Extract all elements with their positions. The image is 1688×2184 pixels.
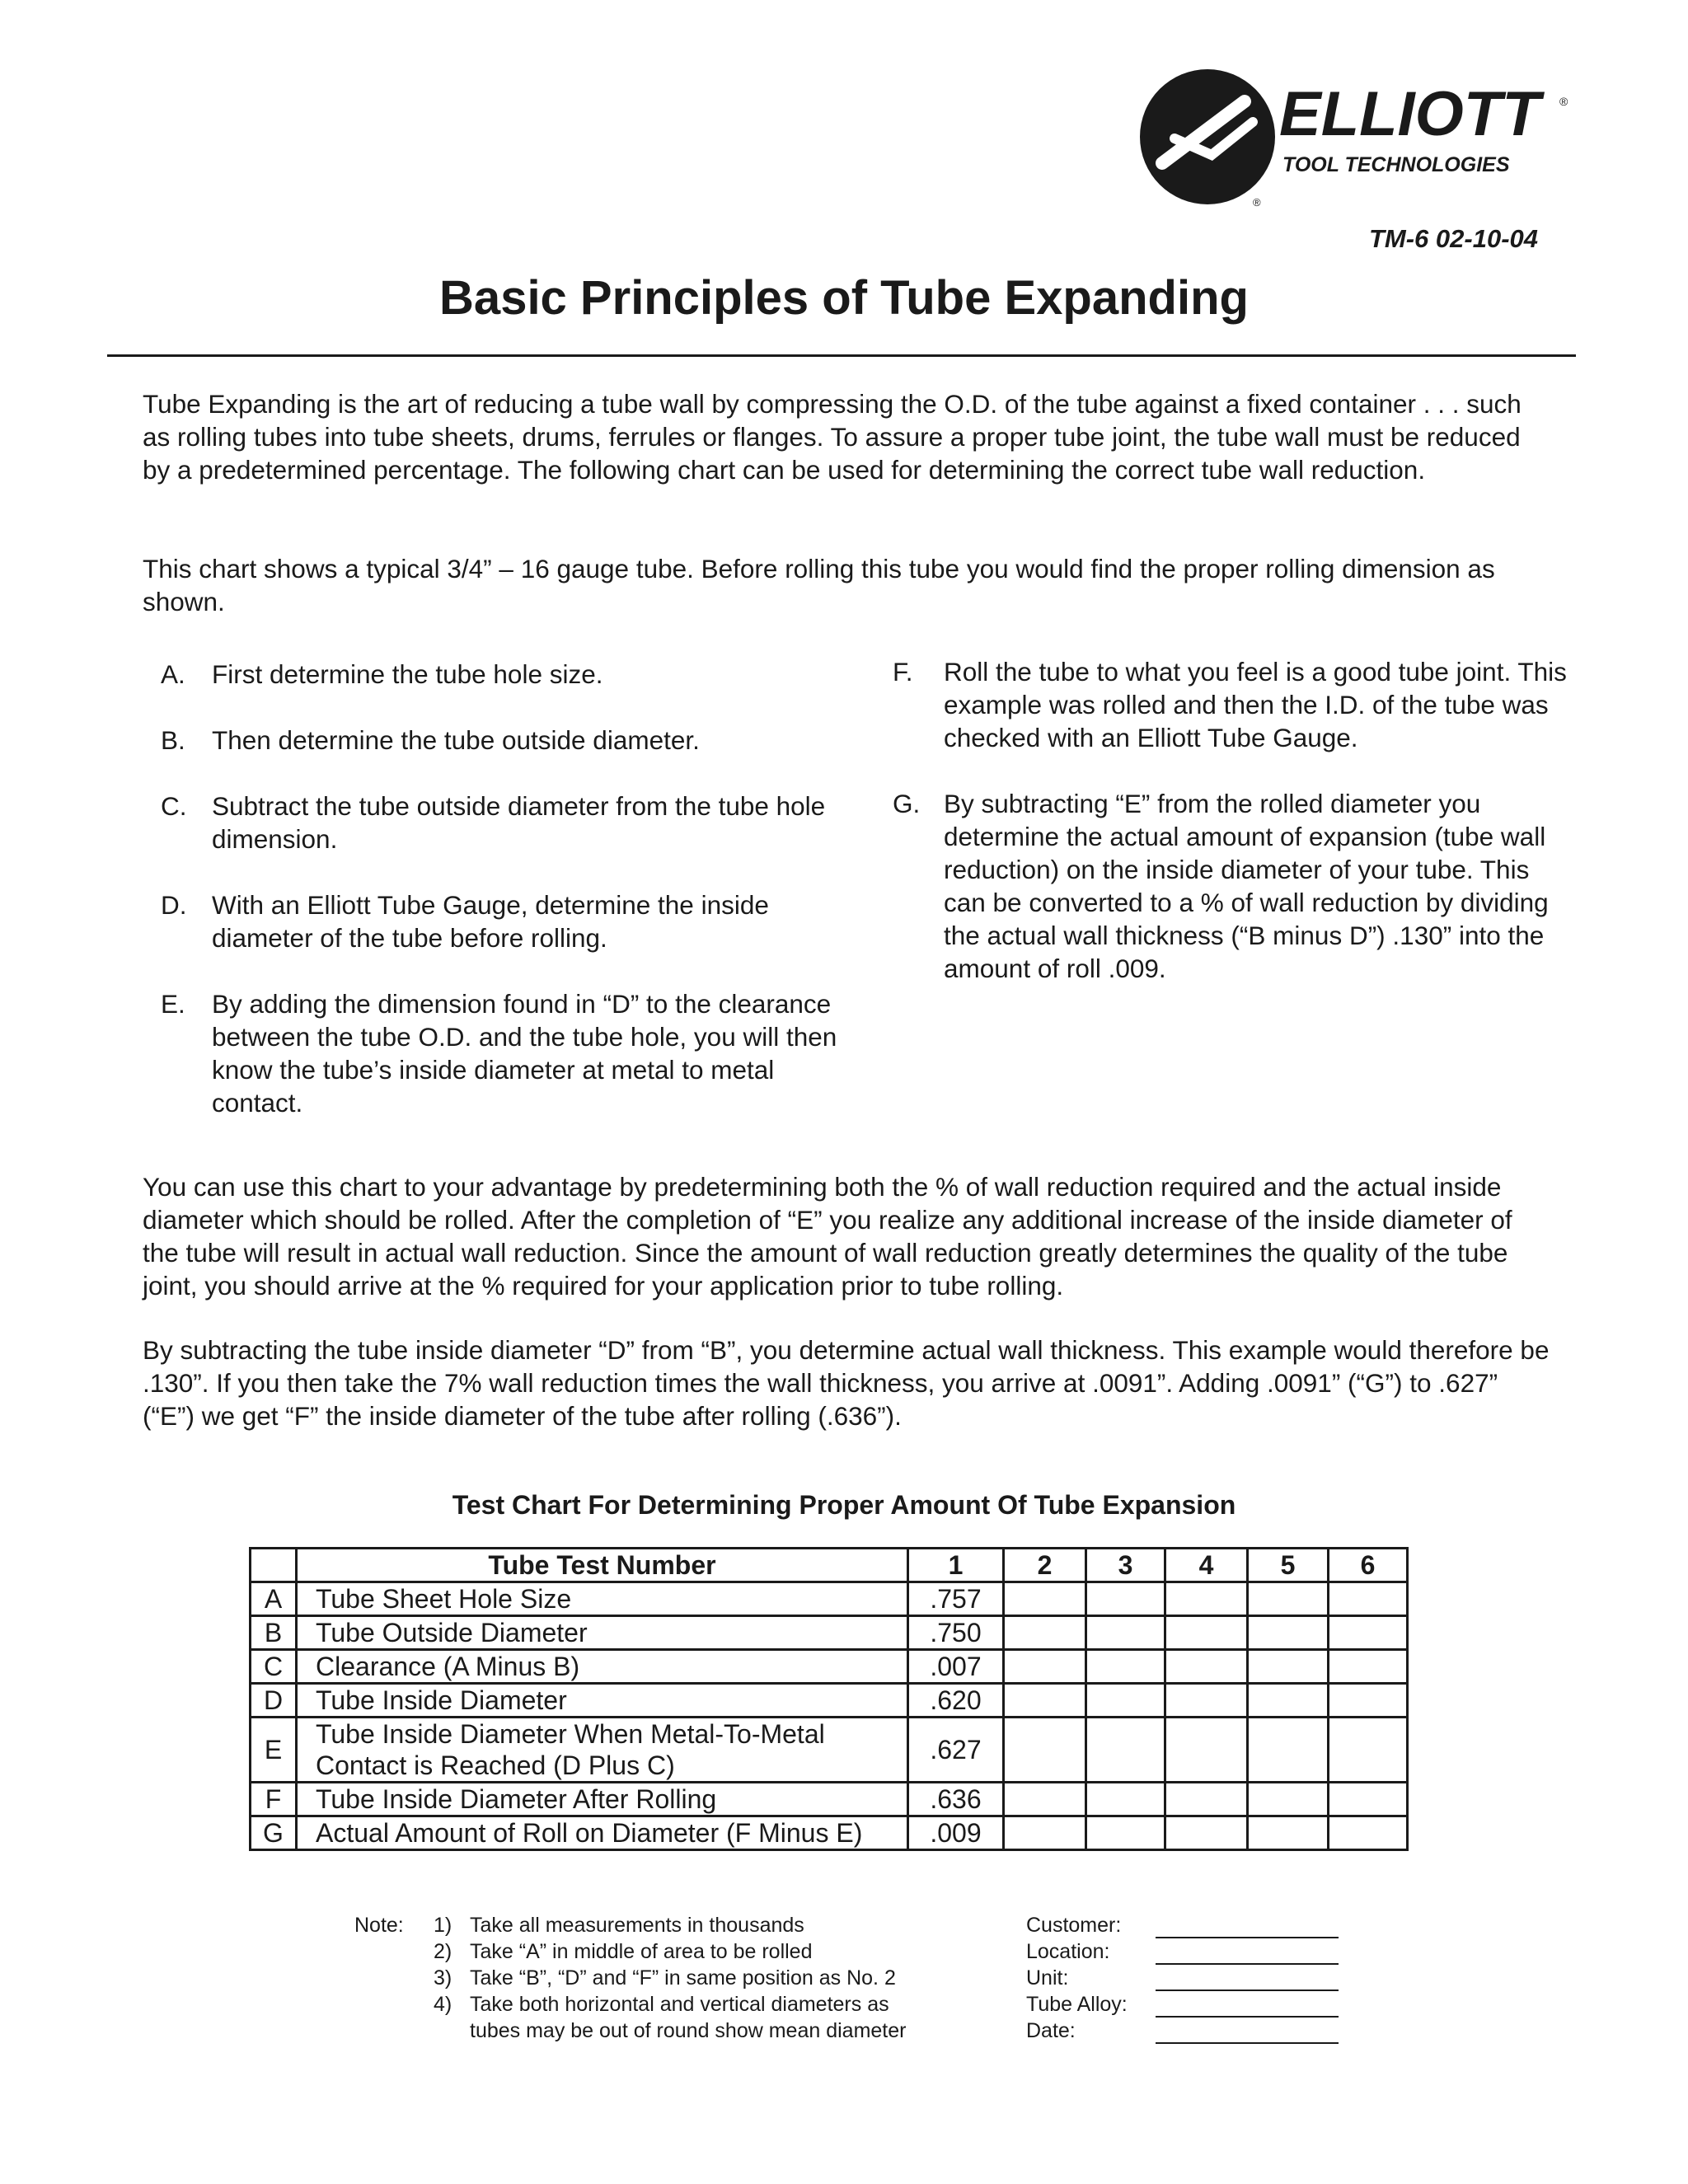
header-test-1: 1 <box>908 1549 1004 1582</box>
step-text: Subtract the tube outside diameter from the tube hole dimension. <box>212 791 826 854</box>
value-cell-test-3 <box>1086 1616 1165 1650</box>
step-d <box>161 888 861 954</box>
step-text: By adding the dimension found in “D” to the clearance between the tube O.D. and the tube hole, you will then know the tube’s inside diameter at metal to metal contact. <box>212 989 837 1118</box>
field-date <box>1026 2018 1339 2044</box>
header-blank <box>251 1549 297 1582</box>
step-c <box>161 790 861 855</box>
table-row <box>251 1650 1408 1684</box>
value-cell-test-1: .757 <box>908 1582 1004 1616</box>
row-letter: D <box>251 1684 297 1718</box>
intro-paragraph-2: This chart shows a typical 3/4” – 16 gauge tube. Before rolling this tube you would find the proper rolling dimension as shown. <box>143 554 1495 616</box>
step-f <box>893 655 1568 754</box>
header-test-4: 4 <box>1165 1549 1248 1582</box>
field-customer <box>1026 1912 1339 1938</box>
value-cell-test-4 <box>1165 1650 1248 1684</box>
chart-title: Test Chart For Determining Proper Amount Of Tube Expansion <box>452 1490 1236 1520</box>
note-number: 2) <box>434 1940 452 1963</box>
value-cell-test-5 <box>1248 1684 1329 1718</box>
step-letter: G. <box>893 789 921 818</box>
value-cell-test-1: .627 <box>908 1718 1004 1783</box>
field-label: Location: <box>1026 1940 1110 1963</box>
field-label: Tube Alloy: <box>1026 1993 1128 2016</box>
row-letter: F <box>251 1783 297 1816</box>
step-g <box>893 787 1568 985</box>
steps-right-column <box>893 655 1568 1018</box>
row-letter: E <box>251 1718 297 1783</box>
field-label: Date: <box>1026 2019 1076 2042</box>
step-text: Then determine the tube outside diameter. <box>212 725 700 755</box>
value-cell-test-3 <box>1086 1684 1165 1718</box>
row-label: Clearance (A Minus B) <box>297 1650 908 1684</box>
step-letter: D. <box>161 890 187 920</box>
logo-tagline: TOOL TECHNOLOGIES <box>1282 153 1510 176</box>
step-text: With an Elliott Tube Gauge, determine the inside diameter of the tube before rolling. <box>212 890 769 953</box>
field-blank-line <box>1156 1915 1339 1938</box>
step-e <box>161 987 861 1119</box>
logo-registered-top: ® <box>1559 95 1568 108</box>
steps-left-column <box>161 658 861 1152</box>
value-cell-test-5 <box>1248 1718 1329 1783</box>
table-row <box>251 1816 1408 1850</box>
value-cell-test-5 <box>1248 1650 1329 1684</box>
table-row <box>251 1718 1408 1783</box>
value-cell-test-4 <box>1165 1816 1248 1850</box>
note-label: Note: <box>354 1914 404 1937</box>
row-letter: C <box>251 1650 297 1684</box>
step-b <box>161 724 861 757</box>
field-location <box>1026 1938 1339 1965</box>
step-letter: C. <box>161 791 187 821</box>
row-letter: A <box>251 1582 297 1616</box>
value-cell-test-5 <box>1248 1582 1329 1616</box>
step-letter: E. <box>161 989 185 1019</box>
value-cell-test-1: .009 <box>908 1816 1004 1850</box>
row-label: Tube Inside Diameter When Metal-To-Metal Contact is Reached (D Plus C) <box>297 1718 908 1783</box>
document-number: TM-6 02-10-04 <box>1368 224 1538 253</box>
elliott-logo <box>1129 64 1574 209</box>
table-row <box>251 1684 1408 1718</box>
field-label: Unit: <box>1026 1966 1069 1990</box>
header-label: Tube Test Number <box>297 1549 908 1582</box>
value-cell-test-3 <box>1086 1783 1165 1816</box>
value-cell-test-5 <box>1248 1816 1329 1850</box>
value-cell-test-6 <box>1329 1650 1408 1684</box>
note-line <box>354 2018 906 2044</box>
value-cell-test-4 <box>1165 1783 1248 1816</box>
table-header-row <box>251 1549 1408 1582</box>
step-letter: B. <box>161 725 185 755</box>
value-cell-test-4 <box>1165 1718 1248 1783</box>
body-paragraph-2: By subtracting the tube inside diameter “D” from “B”, you determine actual wall thickness. This example would therefore be .130”. If you then take the 7% wall reduction times the wall thickness, you arrive at .0091”. Adding .0091” (“G”) to .627” (“E”) we get “F” the inside diameter of the tube after rolling (.636”). <box>143 1335 1550 1431</box>
note-line <box>354 1965 906 1991</box>
value-cell-test-6 <box>1329 1816 1408 1850</box>
header-test-2: 2 <box>1004 1549 1086 1582</box>
value-cell-test-6 <box>1329 1684 1408 1718</box>
step-a <box>161 658 861 691</box>
value-cell-test-2 <box>1004 1783 1086 1816</box>
field-blank-line <box>1156 1994 1339 2018</box>
logo-registered-bottom: ® <box>1253 196 1261 209</box>
row-letter: B <box>251 1616 297 1650</box>
table-row <box>251 1616 1408 1650</box>
value-cell-test-2 <box>1004 1650 1086 1684</box>
table-row <box>251 1783 1408 1816</box>
field-unit <box>1026 1965 1339 1991</box>
value-cell-test-4 <box>1165 1582 1248 1616</box>
field-tube-alloy <box>1026 1991 1339 2018</box>
note-text: Take “A” in middle of area to be rolled <box>470 1940 813 1963</box>
field-label: Customer: <box>1026 1914 1122 1937</box>
value-cell-test-1: .007 <box>908 1650 1004 1684</box>
step-letter: F. <box>893 657 913 687</box>
value-cell-test-4 <box>1165 1684 1248 1718</box>
value-cell-test-3 <box>1086 1718 1165 1783</box>
value-cell-test-2 <box>1004 1684 1086 1718</box>
note-text: Take “B”, “D” and “F” in same position as No. 2 <box>470 1966 896 1990</box>
title-divider <box>107 354 1576 357</box>
note-text: tubes may be out of round show mean diameter <box>470 2019 907 2042</box>
step-text: Roll the tube to what you feel is a good tube joint. This example was rolled and then the I.D. of the tube was checked with an Elliott Tube Gauge. <box>944 657 1567 752</box>
row-label: Tube Inside Diameter After Rolling <box>297 1783 908 1816</box>
table-row <box>251 1582 1408 1616</box>
header-test-6: 6 <box>1329 1549 1408 1582</box>
row-letter: G <box>251 1816 297 1850</box>
value-cell-test-2 <box>1004 1582 1086 1616</box>
value-cell-test-3 <box>1086 1816 1165 1850</box>
value-cell-test-3 <box>1086 1582 1165 1616</box>
header-test-5: 5 <box>1248 1549 1329 1582</box>
value-cell-test-1: .620 <box>908 1684 1004 1718</box>
value-cell-test-1: .750 <box>908 1616 1004 1650</box>
value-cell-test-4 <box>1165 1616 1248 1650</box>
row-label: Tube Inside Diameter <box>297 1684 908 1718</box>
note-line <box>354 1912 906 1938</box>
note-number <box>434 2018 470 2044</box>
logo-brand: ELLIOTT <box>1279 79 1540 149</box>
note-line <box>354 1938 906 1965</box>
value-cell-test-6 <box>1329 1783 1408 1816</box>
value-cell-test-6 <box>1329 1582 1408 1616</box>
note-number: 1) <box>434 1914 452 1937</box>
field-blank-line <box>1156 2021 1339 2044</box>
value-cell-test-3 <box>1086 1650 1165 1684</box>
note-line <box>354 1991 906 2018</box>
field-blank-line <box>1156 1942 1339 1965</box>
value-cell-test-6 <box>1329 1718 1408 1783</box>
value-cell-test-2 <box>1004 1816 1086 1850</box>
step-letter: A. <box>161 659 185 689</box>
note-text: Take all measurements in thousands <box>470 1914 804 1937</box>
step-text: By subtracting “E” from the rolled diameter you determine the actual amount of expansion (tube wall reduction) on the inside diameter of your tube. This can be converted to a % of wall reduction by dividing the actual wall thickness (“B minus D”) .130” into the amount of roll .009. <box>944 789 1549 983</box>
value-cell-test-1: .636 <box>908 1783 1004 1816</box>
body-paragraph-1: You can use this chart to your advantage by predetermining both the % of wall reduction required and the actual inside diameter which should be rolled. After the completion of “E” you realize any additional increase of the inside diameter of the tube will result in actual wall reduction. Since the amount of wall reduction greatly determines the quality of the tube joint, you should arrive at the % required for your application prior to tube rolling. <box>143 1172 1512 1301</box>
value-cell-test-2 <box>1004 1616 1086 1650</box>
notes <box>354 1912 906 2044</box>
tube-test-table <box>249 1547 1409 1851</box>
page-title: Basic Principles of Tube Expanding <box>439 271 1249 325</box>
field-blank-line <box>1156 1968 1339 1991</box>
value-cell-test-2 <box>1004 1718 1086 1783</box>
note-number: 3) <box>434 1966 452 1990</box>
value-cell-test-6 <box>1329 1616 1408 1650</box>
step-text: First determine the tube hole size. <box>212 659 603 689</box>
row-label: Tube Outside Diameter <box>297 1616 908 1650</box>
row-label: Actual Amount of Roll on Diameter (F Minus E) <box>297 1816 908 1850</box>
value-cell-test-5 <box>1248 1783 1329 1816</box>
row-label: Tube Sheet Hole Size <box>297 1582 908 1616</box>
note-text: Take both horizontal and vertical diameters as <box>470 1993 889 2016</box>
info-fields <box>1026 1912 1339 2044</box>
intro-paragraph-1: Tube Expanding is the art of reducing a tube wall by compressing the O.D. of the tube against a fixed container . . . such as rolling tubes into tube sheets, drums, ferrules or flanges. To assure a proper tube joint, the tube wall must be reduced by a predetermined percentage. The following chart can be used for determining the correct tube wall reduction. <box>143 389 1522 485</box>
value-cell-test-5 <box>1248 1616 1329 1650</box>
header-test-3: 3 <box>1086 1549 1165 1582</box>
note-number: 4) <box>434 1993 452 2016</box>
